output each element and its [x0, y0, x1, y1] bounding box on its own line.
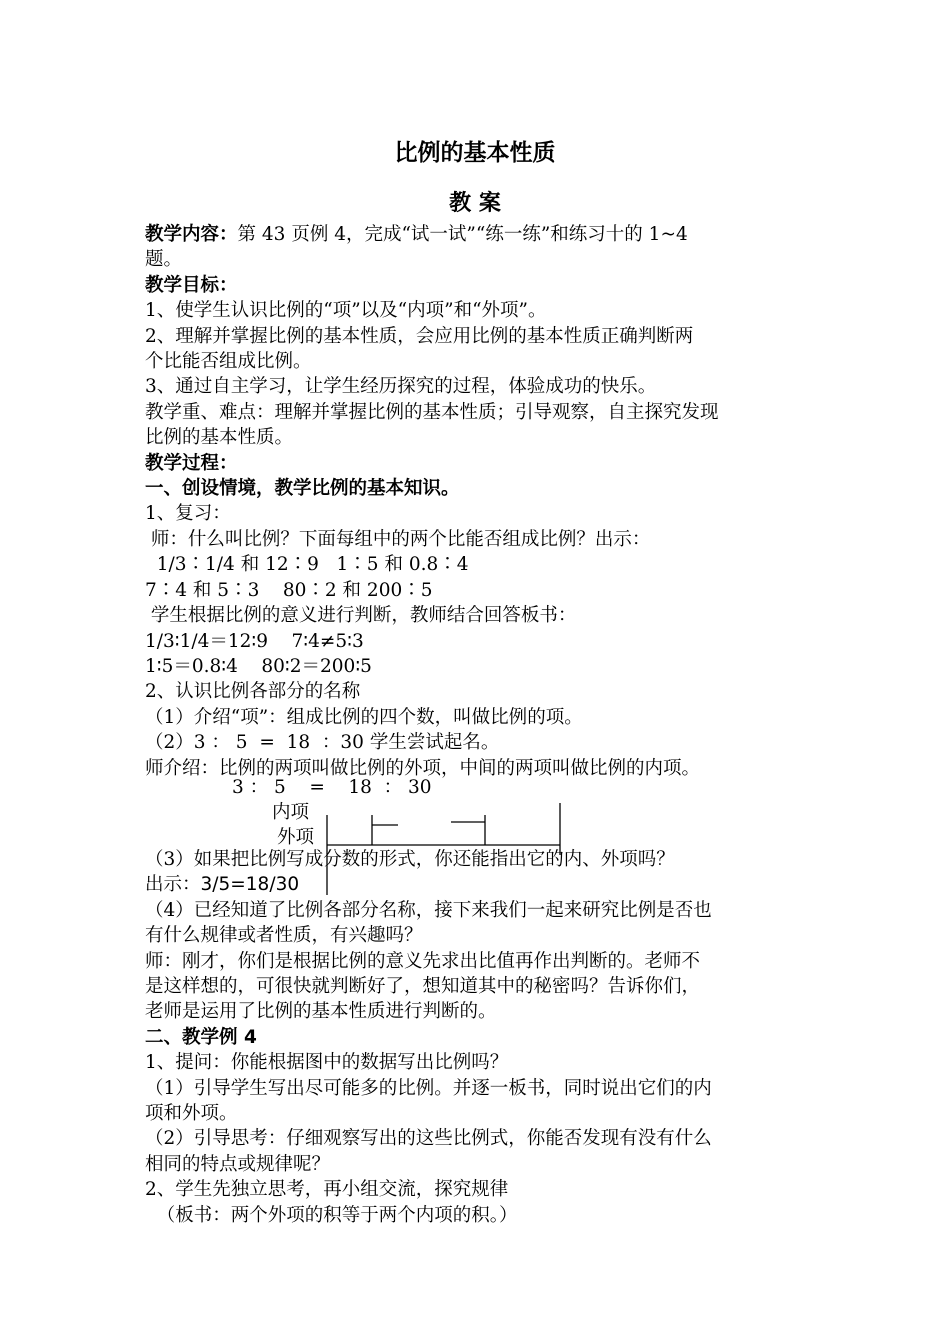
goal-item: 3、通过自主学习，让学生经历探究的过程，体验成功的快乐。 — [145, 376, 657, 398]
text-line: 7∶4 和 5∶3 80∶2 和 200∶5 — [145, 579, 433, 601]
goal-item: 2、理解并掌握比例的基本性质，会应用比例的基本性质正确判断两 — [145, 325, 694, 347]
text-line: （1）引导学生写出尽可能多的比例。并逐一板书，同时说出它们的内 — [145, 1077, 712, 1099]
inner-term-label: 内项 — [272, 802, 310, 823]
diagram-ratio: 3 ： 5 = 18 ： 30 — [232, 777, 432, 798]
key-points: 比例的基本性质。 — [145, 427, 294, 449]
text-line: （3）如果把比例写成分数的形式，你还能指出它的内、外项吗？ — [145, 849, 675, 870]
text-line: 老师是运用了比例的基本性质进行判断的。 — [145, 1001, 497, 1023]
text-line: 1∶5＝0.8∶4 80∶2＝200∶5 — [145, 655, 372, 677]
goal-item: 1、使学生认识比例的“项”以及“内项”和“外项”。 — [145, 300, 547, 322]
goal-item: 个比能否组成比例。 — [145, 351, 312, 373]
text-line: 师介绍：比例的两项叫做比例的外项，中间的两项叫做比例的内项。 — [145, 757, 701, 779]
text-line: 1、提问：你能根据图中的数据写出比例吗？ — [145, 1052, 509, 1074]
text-line: 是这样想的，可很快就判断好了，想知道其中的秘密吗？告诉你们， — [145, 976, 701, 998]
text-line: 出示：3/5=18/30 — [145, 874, 300, 896]
text-line: （2）3 ： 5 = 18 ：30 学生尝试起名。 — [145, 732, 500, 754]
text-line: （2）引导思考：仔细观察写出的这些比例式，你能否发现有没有什么 — [145, 1128, 712, 1150]
goals-heading: 教学目标： — [145, 274, 238, 296]
text-line: 2、认识比例各部分的名称 — [145, 681, 361, 703]
body-bottom — [145, 847, 813, 1228]
text-line: 1/3∶1/4＝12∶9 7∶4≠5∶3 — [145, 630, 364, 652]
text-line: 相同的特点或规律呢？ — [145, 1153, 331, 1175]
process-heading: 教学过程： — [145, 452, 238, 474]
text-line: 学生根据比例的意义进行判断，教师结合回答板书： — [145, 605, 577, 627]
document-title: 比例的基本性质 — [394, 140, 556, 166]
section-heading: 二、教学例 4 — [145, 1026, 257, 1048]
text-line: （4）已经知道了比例各部分名称，接下来我们一起来研究比例是否也 — [145, 899, 712, 921]
text-line: 2、学生先独立思考，再小组交流，探究规律 — [145, 1179, 509, 1201]
key-points: 教学重、难点：理解并掌握比例的基本性质；引导观察，自主探究发现 — [145, 401, 719, 423]
text-line: 项和外项。 — [145, 1103, 238, 1125]
outer-term-label: 外项 — [277, 827, 315, 848]
section-heading: 一、创设情境，教学比例的基本知识。 — [145, 478, 460, 500]
content-line: 教学内容：第 43 页例 4，完成“试一试”“练一练”和练习十的 1~4 — [145, 224, 688, 245]
document-subtitle: 教 案 — [449, 191, 501, 216]
text-line: 师：刚才，你们是根据比例的意义先求出比值再作出判断的。老师不 — [145, 950, 701, 972]
text-line: 有什么规律或者性质，有兴趣吗？ — [145, 925, 423, 947]
text-line: 1/3∶1/4 和 12∶9 1∶5 和 0.8∶4 — [145, 554, 469, 576]
text-line: 1、复习： — [145, 503, 231, 525]
text-line: 师：什么叫比例？下面每组中的两个比能否组成比例？出示： — [145, 528, 651, 550]
text-line: （1）介绍“项”：组成比例的四个数，叫做比例的项。 — [145, 706, 583, 728]
body-top — [145, 222, 813, 781]
text-line: （板书：两个外项的积等于两个内项的积。） — [145, 1204, 518, 1226]
content-line: 题。 — [145, 249, 183, 271]
